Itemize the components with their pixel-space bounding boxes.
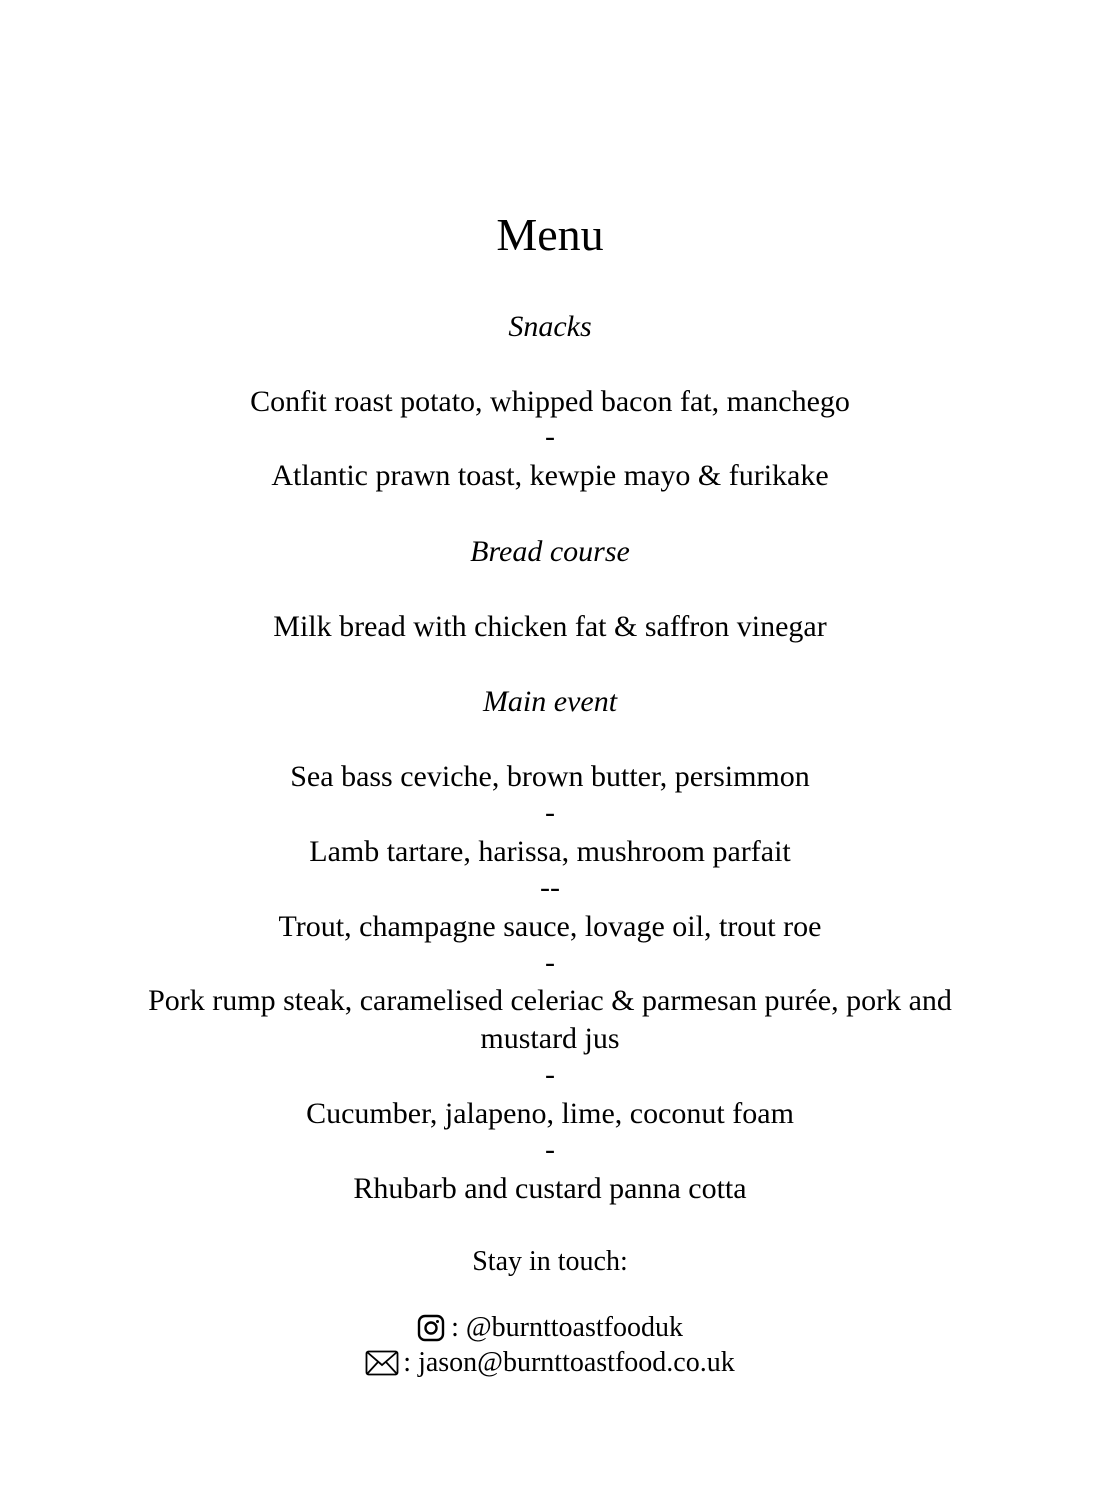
instagram-handle[interactable]: : @burnttoastfooduk xyxy=(451,1312,683,1343)
menu-item: Atlantic prawn toast, kewpie mayo & furikake xyxy=(271,459,829,492)
section-heading-bread-course: Bread course xyxy=(470,535,630,568)
separator: - xyxy=(545,796,555,829)
instagram-icon xyxy=(417,1314,445,1342)
separator: -- xyxy=(540,871,560,904)
section-heading-snacks: Snacks xyxy=(508,310,592,343)
menu-item: Lamb tartare, harissa, mushroom parfait xyxy=(309,835,791,868)
menu-item: Rhubarb and custard panna cotta xyxy=(353,1172,747,1205)
email-contact xyxy=(0,1347,1094,1379)
separator: - xyxy=(545,420,555,453)
menu-item: Sea bass ceviche, brown butter, persimmon xyxy=(290,760,810,793)
separator: - xyxy=(545,1058,555,1091)
menu-item: Milk bread with chicken fat & saffron vinegar xyxy=(273,610,827,643)
email-address[interactable]: : jason@burnttoastfood.co.uk xyxy=(403,1347,735,1378)
menu-item: Trout, champagne sauce, lovage oil, trout roe xyxy=(278,910,822,943)
menu-item-continued: mustard jus xyxy=(480,1022,620,1055)
envelope-icon xyxy=(365,1350,399,1376)
menu-item: Cucumber, jalapeno, lime, coconut foam xyxy=(306,1097,794,1130)
page-title: Menu xyxy=(496,209,604,260)
separator: - xyxy=(545,946,555,979)
menu-item: Confit roast potato, whipped bacon fat, manchego xyxy=(250,385,850,418)
section-heading-main-event: Main event xyxy=(482,685,618,718)
separator: - xyxy=(545,1133,555,1166)
menu-item: Pork rump steak, caramelised celeriac & parmesan purée, pork and xyxy=(148,984,952,1017)
footer-label: Stay in touch: xyxy=(472,1246,628,1277)
instagram-contact xyxy=(0,1312,1094,1344)
